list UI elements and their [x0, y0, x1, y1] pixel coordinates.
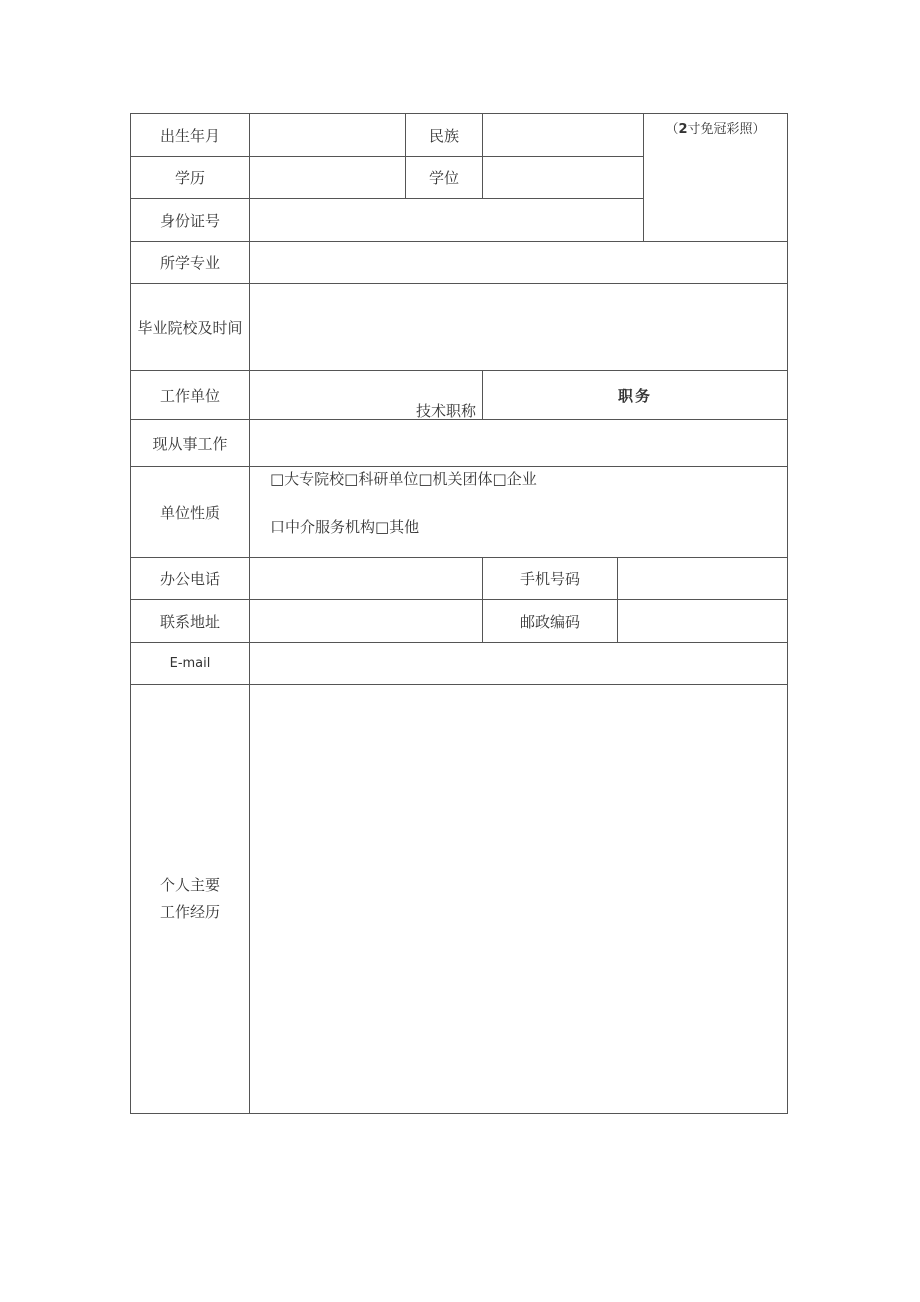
- birth-field[interactable]: [249, 113, 406, 157]
- work-unit-field[interactable]: [249, 370, 483, 420]
- photo-open: （: [665, 122, 679, 137]
- unit-type-options-line1[interactable]: □大专院校□科研单位□机关团体□企业: [270, 470, 537, 488]
- label-major: [130, 241, 250, 284]
- label-email-text: E-mail: [169, 656, 211, 671]
- label-id-number-text: 身份证号: [159, 211, 220, 230]
- degree-field[interactable]: [482, 156, 644, 199]
- label-work-unit-text: 工作单位: [159, 386, 220, 405]
- position-cell[interactable]: [482, 370, 788, 420]
- photo-size: 2: [678, 122, 688, 137]
- label-unit-type-text: 单位性质: [159, 503, 220, 522]
- label-unit-type: [130, 466, 250, 558]
- label-office-phone-text: 办公电话: [159, 570, 220, 588]
- label-position: 职务: [617, 386, 652, 405]
- mobile-field[interactable]: [617, 557, 788, 600]
- registration-form: [130, 113, 788, 1114]
- label-postcode: [482, 599, 618, 643]
- label-experience: [130, 684, 250, 1114]
- major-field[interactable]: [249, 241, 788, 284]
- email-field[interactable]: [249, 642, 788, 685]
- label-education: [130, 156, 250, 199]
- label-office-phone: [130, 557, 250, 600]
- label-work-unit: [130, 370, 250, 420]
- experience-field[interactable]: [249, 684, 788, 1114]
- postcode-field[interactable]: [617, 599, 788, 643]
- label-current-work: [130, 419, 250, 467]
- unit-type-options-line2[interactable]: 口中介服务机构□其他: [270, 518, 420, 536]
- label-mobile: [482, 557, 618, 600]
- label-experience-line2: 工作经历: [159, 903, 220, 921]
- photo-caption: [665, 118, 765, 137]
- label-graduated: [130, 283, 250, 371]
- label-tech-title: 技术职称: [416, 402, 477, 420]
- label-ethnicity: [405, 113, 483, 157]
- label-id-number: [130, 198, 250, 242]
- unit-type-options[interactable]: [249, 466, 788, 558]
- label-email: [130, 642, 250, 685]
- label-current-work-text: 现从事工作: [152, 434, 228, 453]
- label-birth: [130, 113, 250, 157]
- photo-text: 寸免冠彩照）: [687, 122, 766, 137]
- ethnicity-field[interactable]: [482, 113, 644, 157]
- label-experience-line1: 个人主要: [159, 876, 220, 894]
- label-mobile-text: 手机号码: [519, 570, 580, 588]
- label-major-text: 所学专业: [159, 254, 220, 272]
- label-address: [130, 599, 250, 643]
- label-postcode-text: 邮政编码: [519, 612, 580, 631]
- label-address-text: 联系地址: [159, 612, 220, 631]
- photo-box[interactable]: [643, 113, 788, 242]
- label-education-text: 学历: [174, 169, 205, 187]
- current-work-field[interactable]: [249, 419, 788, 467]
- label-birth-text: 出生年月: [159, 126, 220, 145]
- graduated-field[interactable]: [249, 283, 788, 371]
- label-degree-text: 学位: [428, 169, 459, 187]
- address-field[interactable]: [249, 599, 483, 643]
- label-ethnicity-text: 民族: [428, 126, 459, 145]
- id-number-field[interactable]: [249, 198, 644, 242]
- office-phone-field[interactable]: [249, 557, 483, 600]
- education-field[interactable]: [249, 156, 406, 199]
- label-graduated-text: 毕业院校及时间: [137, 318, 243, 337]
- label-degree: [405, 156, 483, 199]
